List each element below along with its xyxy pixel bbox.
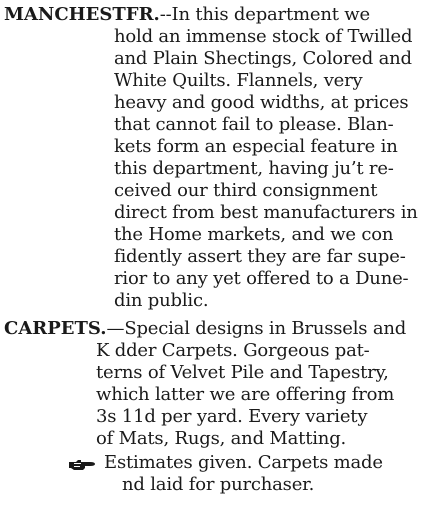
manchester-line-1-text: --In this department we	[159, 4, 370, 25]
manchester-heading: MANCHESTFR.	[4, 4, 160, 25]
manchester-line-4: White Quilts. Flannels, very	[114, 70, 363, 91]
manchester-line-11: the Home markets, and we con	[114, 224, 394, 245]
manchester-line-2: hold an immense stock of Twilled	[114, 26, 413, 47]
manchester-line-12: fidently assert they are far supe-	[114, 246, 406, 267]
carpets-line-1	[4, 318, 406, 340]
manchester-line-1	[4, 4, 370, 26]
manchester-line-3: and Plain Shectings, Colored and	[114, 48, 412, 69]
carpets-line-3: terns of Velvet Pile and Tapestry,	[96, 362, 389, 383]
note-line-2: nd laid for purchaser.	[122, 474, 315, 495]
carpets-line-5: 3s 11d per yard. Every variety	[96, 406, 368, 427]
manchester-line-9: ceived our third consignment	[114, 180, 378, 201]
manchester-line-6: that cannot fail to please. Blan-	[114, 114, 394, 135]
manchester-line-13: rior to any yet offered to a Dune-	[114, 268, 409, 289]
carpets-line-1-text: —Special designs in Brussels and	[106, 318, 407, 339]
carpets-line-6: of Mats, Rugs, and Matting.	[96, 428, 347, 449]
manchester-line-7: kets form an especial feature in	[114, 136, 398, 157]
carpets-line-2: K dder Carpets. Gorgeous pat-	[96, 340, 370, 361]
carpets-line-4: which latter we are offering from	[96, 384, 395, 405]
carpets-heading: CARPETS.	[4, 318, 107, 339]
manchester-line-8: this department, having ju’t re-	[114, 158, 394, 179]
pointing-hand-icon	[68, 458, 96, 472]
manchester-line-10: direct from best manufacturers in	[114, 202, 418, 223]
note-line-1: Estimates given. Carpets made	[104, 452, 383, 473]
manchester-line-14: din public.	[114, 290, 209, 311]
manchester-line-5: heavy and good widths, at prices	[114, 92, 409, 113]
